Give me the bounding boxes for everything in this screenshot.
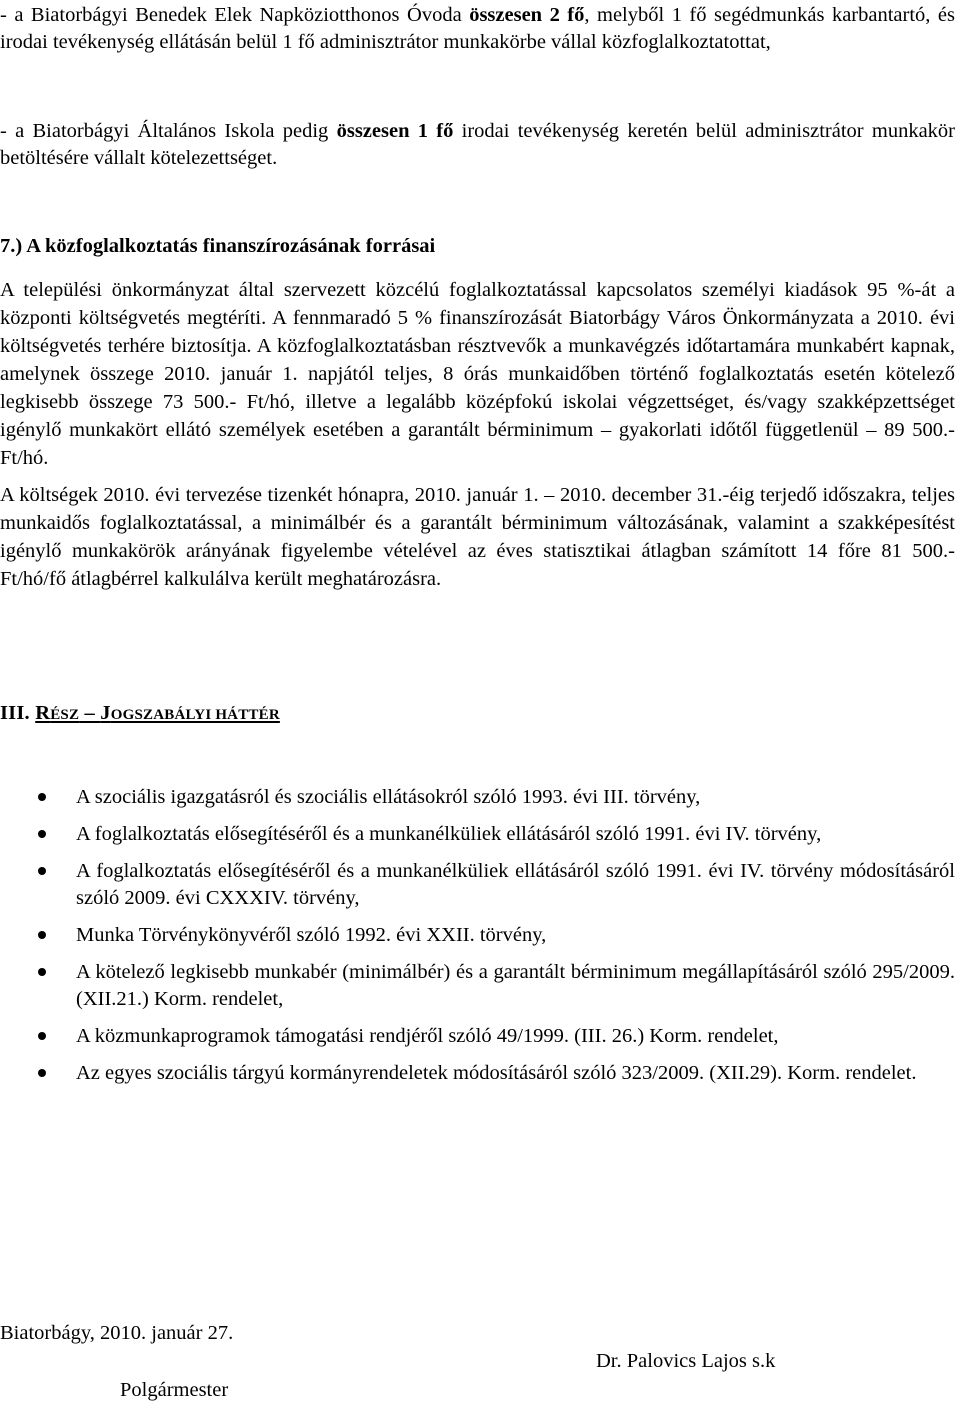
bullet-icon [38, 1069, 46, 1077]
section-body [0, 276, 955, 593]
part-title-dash: – [79, 702, 101, 724]
law-list-item [0, 922, 955, 949]
law-text: Munka Törvénykönyvéről szóló 1992. évi XXII. törvény, [76, 924, 547, 946]
bullet-icon [38, 931, 46, 939]
law-list [0, 784, 955, 1097]
bullet-icon [38, 793, 46, 801]
law-text: A foglalkoztatás elősegítéséről és a munkanélküliek ellátásáról szóló 1991. évi IV. törvény, [76, 823, 822, 845]
law-list-item [0, 1060, 955, 1087]
law-list-item [0, 784, 955, 811]
intro-item-school [0, 118, 955, 172]
intro-item-text: , melyből 1 fő segédmunkás karbantartó, és irodai tevékenység ellátásán belül 1 fő adminisztrátor munkakörbe vállal közfoglalkoztatottat, [0, 4, 955, 53]
section-paragraph: A települési önkormányzat által szervezett közcélú foglalkoztatással kapcsolatos személyi kiadások 95 %-át a központi költségvetés megtéríti. A fennmaradó 5 % finanszírozását Biatorbágy Város Önkormányzata a 2010. évi költségvetés terhére biztosítja. A közfoglalkoztatásban résztvevők a munkavégzés időtartamára munkabért kapnak, amelynek összege 2010. január 1. napjától teljes, 8 órás munkaidőben történő foglalkoztatás esetén kötelező legkisebb összege 73 500.- Ft/hó, illetve a legalább középfokú iskolai végzettséget, és/vagy szakképzettséget igénylő munkakört ellátó személyek esetében a garantált bérminimum – gyakorlati időtől függetlenül – 89 500.- Ft/hó. [0, 279, 955, 469]
signature-place-date: Biatorbágy, 2010. január 27. [0, 1322, 234, 1344]
law-list-item [0, 821, 955, 848]
bullet-icon [38, 867, 46, 875]
law-text: A foglalkoztatás elősegítéséről és a munkanélküliek ellátásáról szóló 1991. évi IV. törvény módosításáról szóló 2009. évi CXXXIV. törvény, [76, 860, 955, 909]
bullet-icon [38, 1032, 46, 1040]
signature-name: Dr. Palovics Lajos s.k [596, 1350, 776, 1372]
part-title-text: J [100, 702, 111, 724]
bullet-icon [38, 830, 46, 838]
law-text: Az egyes szociális tárgyú kormányrendeletek módosításáról szóló 323/2009. (XII.29). Korm. rendelet. [76, 1062, 917, 1084]
part-number: III. [0, 702, 30, 724]
part-title-text: ÉSZ [50, 707, 80, 723]
intro-item-text: irodai tevékenység keretén belül adminisztrátor munkakör betöltésére vállalt kötelezettséget. [0, 120, 955, 169]
intro-item-kindergarten [0, 2, 955, 56]
intro-item-text: - a Biatorbágyi Általános Iskola pedig [0, 120, 337, 142]
law-text: A közmunkaprogramok támogatási rendjéről szóló 49/1999. (III. 26.) Korm. rendelet, [76, 1025, 779, 1047]
law-list-item [0, 858, 955, 912]
part-heading [0, 700, 280, 729]
intro-item-bold-count: összesen 1 fő [336, 120, 454, 142]
part-title-text: OGSZABÁLYI HÁTTÉR [110, 707, 280, 723]
law-list-item [0, 1023, 955, 1050]
signature-title: Polgármester [120, 1379, 229, 1401]
law-list-item [0, 959, 955, 1013]
part-title-text: R [35, 702, 51, 724]
section-paragraph: A költségek 2010. évi tervezése tizenkét hónapra, 2010. január 1. – 2010. december 31.-éig terjedő időszakra, teljes munkaidős foglalkoztatással, a minimálbér és a garantált bérminimum változásának, valamint a szakképesítést igénylő munkakörök arányának figyelembe vételével az éves statisztikai átlagban számított 14 főre 81 500.- Ft/hó/fő átlagbérrel kalkulálva került meghatározásra. [0, 484, 955, 590]
section-heading: 7.) A közfoglalkoztatás finanszírozásának forrásai [0, 235, 436, 257]
intro-item-bold-count: összesen 2 fő [469, 4, 585, 26]
bullet-icon [38, 968, 46, 976]
intro-item-text: - a Biatorbágyi Benedek Elek Napköziotthonos Óvoda [0, 4, 470, 26]
part-title [35, 702, 280, 724]
law-text: A szociális igazgatásról és szociális ellátásokról szóló 1993. évi III. törvény, [76, 786, 701, 808]
law-text: A kötelező legkisebb munkabér (minimálbér) és a garantált bérminimum megállapításáról szóló 295/2009. (XII.21.) Korm. rendelet, [76, 961, 955, 1010]
